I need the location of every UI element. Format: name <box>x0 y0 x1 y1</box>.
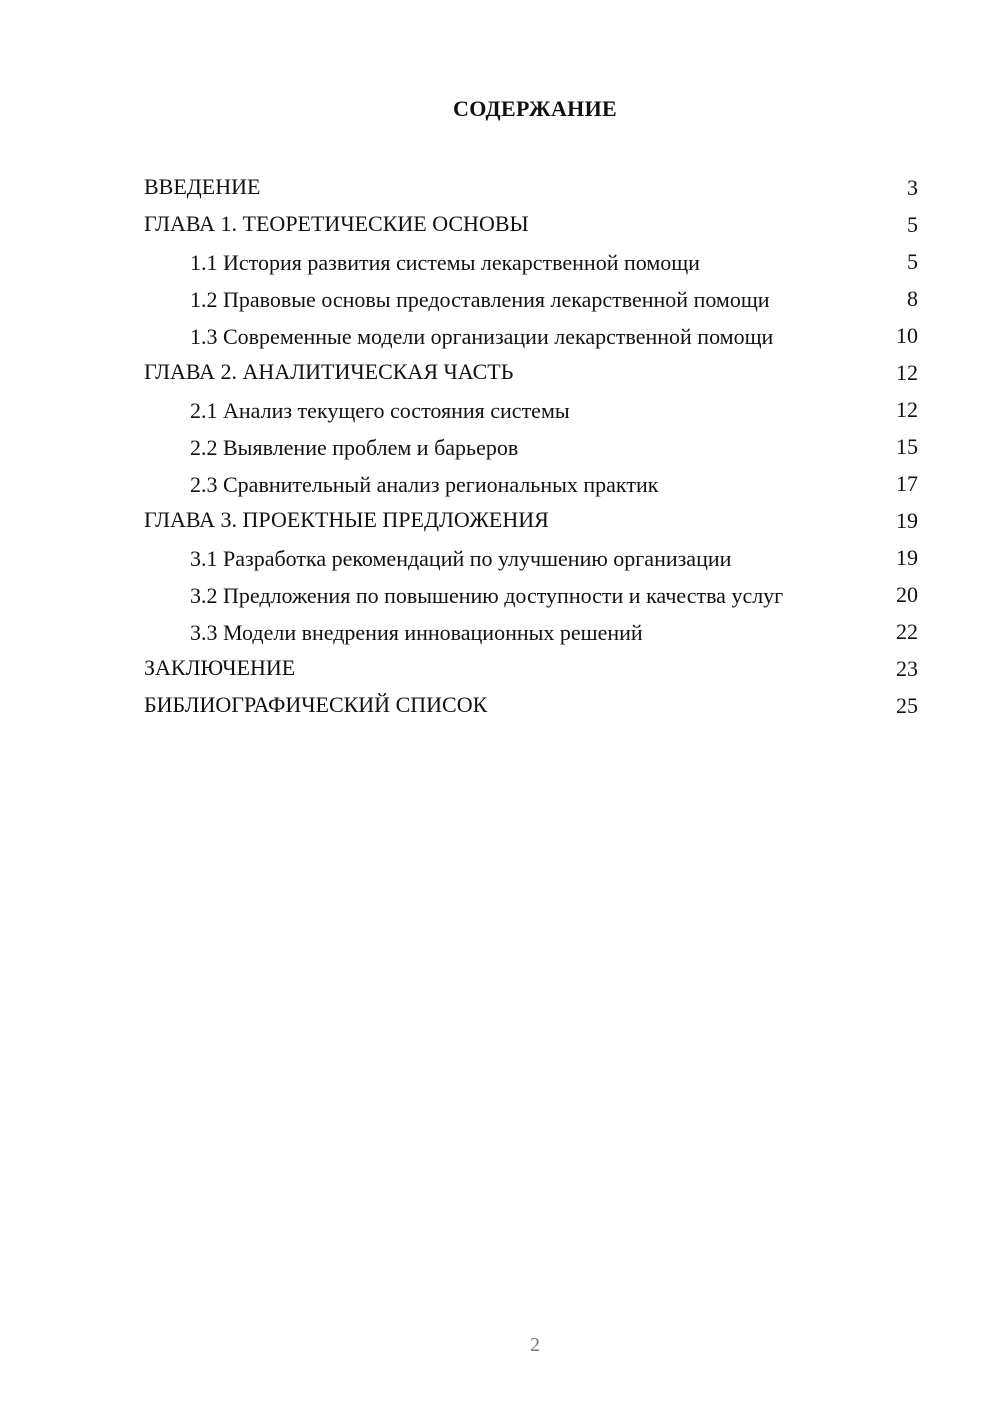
toc-entry-page: 12 <box>896 360 918 385</box>
toc-entry-page: 25 <box>896 693 918 718</box>
toc-entry-2-2[interactable] <box>144 429 918 466</box>
toc-entry-3-3[interactable] <box>144 614 918 651</box>
toc-entry-page: 12 <box>896 397 918 422</box>
toc-entry-3-2[interactable] <box>144 577 918 614</box>
toc-entry-page: 8 <box>907 286 918 311</box>
toc-entry-2-3[interactable] <box>144 466 918 503</box>
toc-entry-text: 1.1 История развития системы лекарственной помощи <box>190 250 700 275</box>
toc-entry-text: 3.1 Разработка рекомендаций по улучшению организации <box>190 546 732 571</box>
toc-entry-text: ГЛАВА 1. ТЕОРЕТИЧЕСКИЕ ОСНОВЫ <box>144 211 529 236</box>
toc-entry-2-1[interactable] <box>144 392 918 429</box>
toc-entry-page: 19 <box>896 545 918 570</box>
toc-entry-page: 10 <box>896 323 918 348</box>
toc-entry-bibliography[interactable] <box>144 688 918 725</box>
toc-entry-text: ГЛАВА 2. АНАЛИТИЧЕСКАЯ ЧАСТЬ <box>144 359 514 384</box>
toc-entry-page: 5 <box>907 249 918 274</box>
toc-entry-chapter-3[interactable] <box>144 503 918 540</box>
toc-entry-text: ЗАКЛЮЧЕНИЕ <box>144 655 296 680</box>
toc-entry-text: 1.3 Современные модели организации лекарственной помощи <box>190 324 774 349</box>
toc-entry-text: 2.2 Выявление проблем и барьеров <box>190 435 519 460</box>
toc-entry-text: ГЛАВА 3. ПРОЕКТНЫЕ ПРЕДЛОЖЕНИЯ <box>144 507 549 532</box>
toc-entry-3-1[interactable] <box>144 540 918 577</box>
toc-entry-introduction[interactable] <box>144 170 918 207</box>
toc-entry-text: 2.3 Сравнительный анализ региональных практик <box>190 472 659 497</box>
toc-entry-page: 15 <box>896 434 918 459</box>
toc-entry-text: 2.1 Анализ текущего состояния системы <box>190 398 570 423</box>
toc-entry-page: 5 <box>907 212 918 237</box>
toc-entry-page: 23 <box>896 656 918 681</box>
toc-entry-text: 3.3 Модели внедрения инновационных решений <box>190 620 643 645</box>
toc-entry-1-1[interactable] <box>144 244 918 281</box>
toc-entry-page: 19 <box>896 508 918 533</box>
toc-entry-1-2[interactable] <box>144 281 918 318</box>
toc-entry-text: 1.2 Правовые основы предоставления лекарственной помощи <box>190 287 770 312</box>
toc-entry-page: 3 <box>907 175 918 200</box>
toc-entry-conclusion[interactable] <box>144 651 918 688</box>
toc-entry-text: БИБЛИОГРАФИЧЕСКИЙ СПИСОК <box>144 692 488 717</box>
table-of-contents <box>144 170 918 725</box>
toc-entry-text: ВВЕДЕНИЕ <box>144 174 261 199</box>
toc-entry-chapter-1[interactable] <box>144 207 918 244</box>
toc-entry-page: 22 <box>896 619 918 644</box>
toc-entry-1-3[interactable] <box>144 318 918 355</box>
toc-entry-chapter-2[interactable] <box>144 355 918 392</box>
toc-entry-text: 3.2 Предложения по повышению доступности и качества услуг <box>190 583 784 608</box>
page-title: СОДЕРЖАНИЕ <box>453 96 617 121</box>
page-number: 2 <box>530 1334 540 1356</box>
toc-entry-page: 20 <box>896 582 918 607</box>
toc-entry-page: 17 <box>896 471 918 496</box>
